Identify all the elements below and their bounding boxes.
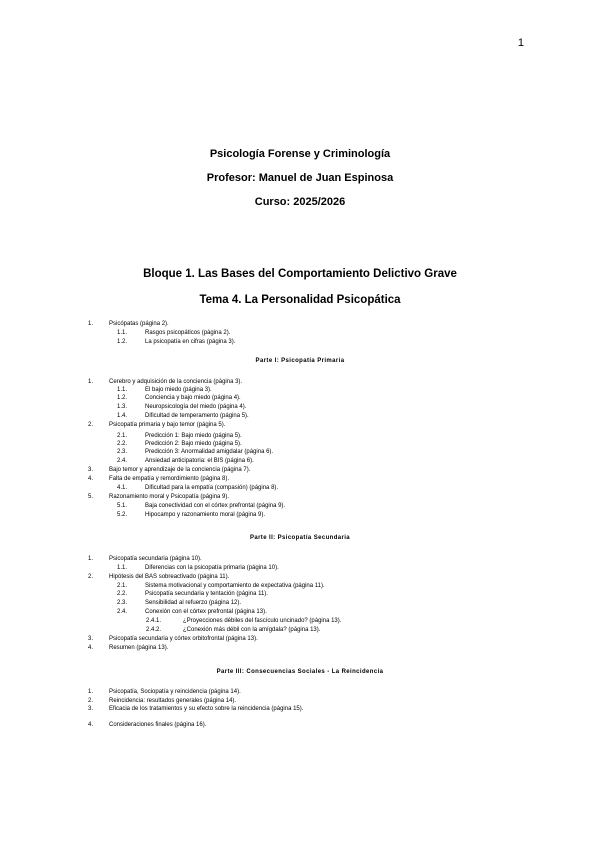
toc-entry-number: 5.1. — [117, 503, 128, 509]
toc-entry-text: Sistema motivacional y comportamiento de expectativa (página 11). — [145, 583, 325, 589]
toc-entry-number: 4. — [88, 645, 94, 651]
toc-part-heading: Parte II: Psicopatía Secundaria — [249, 535, 351, 541]
toc-entry-number: 1.1. — [117, 565, 128, 571]
toc-entry-number: 4. — [88, 476, 94, 482]
toc-entry-number: 3. — [88, 636, 94, 642]
toc-entry-text: Psicopatía secundaria y córtex orbitofrontal (página 13). — [109, 636, 258, 642]
toc-entry-text: Psicopatía secundaria (página 10). — [109, 556, 202, 562]
toc-entry-number: 2. — [88, 574, 94, 580]
toc-entry-number: 2.2. — [117, 441, 128, 447]
toc-entry-text: Predicción 3: Anormalidad amigdalar (página 6). — [145, 449, 274, 455]
toc-entry-text: ¿Conexión más débil con la amígdala? (página 13). — [183, 627, 321, 633]
toc-entry-text: Psicopatía primaria y bajo temor (página 5). — [109, 422, 226, 428]
toc-entry-number: 2.1. — [117, 433, 128, 439]
toc-entry-text: Diferencias con la psicopatía primaria (página 10). — [145, 565, 279, 571]
toc-entry-number: 5. — [88, 494, 94, 500]
topic-title: Tema 4. La Personalidad Psicopática — [199, 294, 401, 306]
page-number: 1 — [517, 37, 524, 49]
toc-entry-text: Conexión con el córtex prefrontal (página 13). — [145, 609, 267, 615]
toc-entry-text: Falta de empatía y remordimiento (página 8). — [109, 476, 230, 482]
toc-entry-text: Cerebro y adquisición de la conciencia (página 3). — [109, 379, 243, 385]
toc-entry-number: 1. — [88, 321, 94, 327]
toc-entry-text: Ansiedad anticipatoria: el BIS (página 6). — [145, 458, 254, 464]
toc-entry-text: Eficacia de los tratamientos y su efecto sobre la reincidencia (página 15). — [109, 706, 304, 712]
toc-entry-number: 2.2. — [117, 591, 128, 597]
toc-entry-text: Consideraciones finales (página 16). — [109, 722, 207, 728]
toc-entry-text: Psicopatía, Sociopatía y reincidencia (página 14). — [109, 689, 241, 695]
toc-entry-text: Razonamiento moral y Psicopatía (página 9). — [109, 494, 230, 500]
toc-entry-text: Dificultad de temperamento (página 5). — [145, 413, 249, 419]
course-title: Psicología Forense y Criminología — [209, 148, 391, 160]
toc-entry-number: 2.4. — [117, 609, 128, 615]
toc-entry-text: Sensibilidad al refuerzo (página 12). — [145, 600, 242, 606]
toc-entry-text: Baja conectividad con el córtex prefrontal (página 9). — [145, 503, 286, 509]
toc-entry-number: 1.1. — [117, 330, 128, 336]
course-year: Curso: 2025/2026 — [254, 196, 346, 208]
toc-entry-text: Resumen (página 13). — [109, 645, 169, 651]
toc-entry-text: Reincidencia: resultados generales (página 14). — [109, 698, 237, 704]
toc-entry-text: Dificultad para la empatía (compasión) (página 8). — [145, 485, 279, 491]
toc-entry-number: 4.1. — [117, 485, 128, 491]
toc-entry-number: 2.4.2. — [146, 627, 162, 633]
toc-entry-number: 4. — [88, 722, 94, 728]
toc-entry-text: Rasgos psicopáticos (página 2). — [145, 330, 231, 336]
toc-entry-text: Hipocampo y razonamiento moral (página 9). — [145, 512, 266, 518]
toc-part-heading: Parte I: Psicopatía Primaria — [255, 358, 345, 364]
toc-entry-text: Psicópatas (página 2). — [109, 321, 169, 327]
toc-entry-number: 1. — [88, 689, 94, 695]
professor-line: Profesor: Manuel de Juan Espinosa — [206, 172, 394, 184]
toc-entry-text: ¿Proyecciones débiles del fascículo uncinado? (página 13). — [183, 618, 342, 624]
toc-part-heading: Parte III: Consecuencias Sociales - La Reincidencia — [216, 669, 384, 675]
toc-entry-text: Psicopatía secundaria y tentación (página 11). — [145, 591, 268, 597]
toc-entry-number: 2.1. — [117, 583, 128, 589]
toc-entry-text: La psicopatía en cifras (página 3). — [145, 339, 236, 345]
toc-entry-number: 1. — [88, 379, 94, 385]
toc-entry-number: 1. — [88, 556, 94, 562]
toc-entry-number: 1.2. — [117, 395, 128, 401]
toc-entry-text: Conciencia y bajo miedo (página 4). — [145, 395, 241, 401]
toc-entry-text: Predicción 2: Bajo miedo (página 5). — [145, 441, 242, 447]
block-title: Bloque 1. Las Bases del Comportamiento Delictivo Grave — [143, 268, 457, 280]
toc-entry-text: Bajo temor y aprendizaje de la conciencia (página 7). — [109, 467, 251, 473]
toc-entry-number: 1.1. — [117, 387, 128, 393]
toc-entry-text: Hipótesis del BAS sobreactivado (página 11). — [109, 574, 230, 580]
toc-entry-number: 2. — [88, 698, 94, 704]
toc-entry-number: 2.4. — [117, 458, 128, 464]
toc-entry-number: 3. — [88, 467, 94, 473]
toc-entry-number: 1.4. — [117, 413, 128, 419]
toc-entry-text: Neuropsicología del miedo (página 4). — [145, 404, 247, 410]
toc-entry-number: 3. — [88, 706, 94, 712]
toc-entry-number: 2. — [88, 422, 94, 428]
toc-entry-number: 1.3. — [117, 404, 128, 410]
toc-entry-number: 2.3. — [117, 449, 128, 455]
toc-entry-number: 5.2. — [117, 512, 128, 518]
toc-entry-number: 2.3. — [117, 600, 128, 606]
toc-entry-text: El bajo miedo (página 3). — [145, 387, 212, 393]
toc-entry-number: 2.4.1. — [146, 618, 162, 624]
toc-entry-text: Predicción 1: Bajo miedo (página 5). — [145, 433, 242, 439]
toc-entry-number: 1.2. — [117, 339, 128, 345]
